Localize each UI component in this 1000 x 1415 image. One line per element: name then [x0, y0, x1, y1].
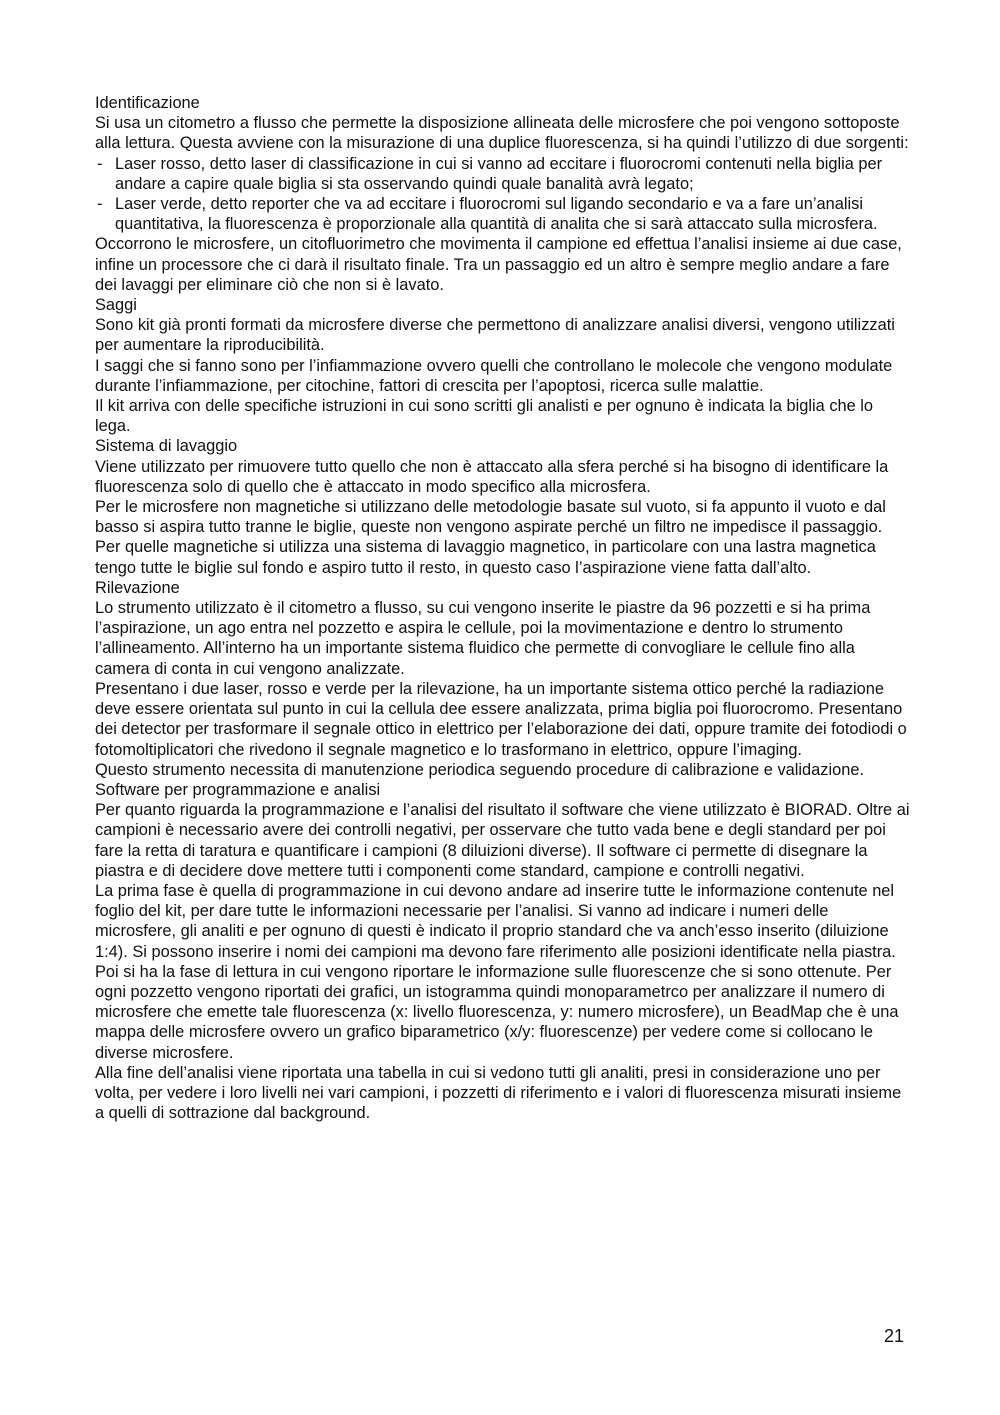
paragraph: Occorrono le microsfere, un citofluorimetro che movimenta il campione ed effettua l’analisi insieme ai due case, infine un processore che ci darà il risultato finale. Tra un passaggio ed un altro è sempre meglio andare a fare dei lavaggi per eliminare ciò che non si è lavato.: [95, 235, 902, 294]
page-number: 21: [883, 1326, 904, 1346]
paragraph: Per le microsfere non magnetiche si utilizzano delle metodologie basate sul vuoto, si fa appunto il vuoto e dal basso si aspira tutto tranne le biglie, queste non vengono aspirate perché un filtro ne impedisce il passaggio. Per quelle magnetiche si utilizza una sistema di lavaggio magnetico, in particolare con una lastra magnetica tengo tutte le biglie sul fondo e aspiro tutto il resto, in questo caso l’aspirazione viene fatta dall’alto.: [95, 498, 886, 577]
paragraph: Sono kit già pronti formati da microsfere diverse che permettono di analizzare analisi diversi, vengono utilizzati per aumentare la riproducibilità.: [95, 316, 895, 355]
bullet-item-laser-rosso: - Laser rosso, detto laser di classificazione in cui si vanno ad eccitare i fluorocromi contenuti nella biglia per andare a capire quale biglia si sta osservando quindi quale banalità avrà legato;: [95, 154, 910, 194]
section-heading-rilevazione: Rilevazione: [95, 578, 180, 597]
section-heading-lavaggio: Sistema di lavaggio: [95, 437, 238, 456]
paragraph: Presentano i due laser, rosso e verde per la rilevazione, ha un importante sistema ottico perché la radiazione deve essere orientata sul punto in cui la cellula dee essere analizzata, prima biglia poi fluorocromo. Presentano dei detector per trasformare il segnale ottico in elettrico per l’elaborazione dei dati, oppure tramite dei fotodiodi o fotomoltiplicatori che rivedono il segnale magnetico e lo trasformano in elettrico, oppure l’imaging.: [95, 679, 907, 759]
paragraph: Alla fine dell’analisi viene riportata una tabella in cui si vedono tutti gli analiti, presi in considerazione uno per volta, per vedere i loro livelli nei vari campioni, i pozzetti di riferimento e i valori di fluorescenza misurati insieme a quelli di sottrazione dal background.: [95, 1063, 902, 1123]
paragraph: Questo strumento necessita di manutenzione periodica seguendo procedure di calibrazione e validazione.: [95, 760, 865, 779]
paragraph: I saggi che si fanno sono per l’infiammazione ovvero quelli che controllano le molecole che vengono modulate durante l’infiammazione, per citochine, fattori di crescita per l’apoptosi, ricerca sulle malattie.: [95, 356, 893, 395]
section-heading-identificazione: Identificazione: [95, 94, 200, 112]
paragraph: Si usa un citometro a flusso che permette la disposizione allineata delle microsfere che poi vengono sottoposte alla lettura. Questa avviene con la misurazione di una duplice fluorescenza, si ha quindi l’utilizzo di due sorgenti:: [95, 114, 909, 153]
paragraph: Lo strumento utilizzato è il citometro a flusso, su cui vengono inserite le piastre da 96 pozzetti e si ha prima l’aspirazione, un ago entra nel pozzetto e aspira le cellule, poi la movimentazione e dentro lo strumento l’allineamento. All’interno ha un importante sistema fluidico che permette di convogliare le cellule fino alla camera di conta in cui vengono analizzate.: [95, 599, 871, 678]
page-content: [95, 93, 910, 1123]
section-heading-saggi: Saggi: [95, 296, 137, 315]
paragraph: Per quanto riguarda la programmazione e l’analisi del risultato il software che viene utilizzato è BIORAD. Oltre ai campioni è necessario avere dei controlli negativi, per osservare che tutto vada bene e degli standard per poi fare la retta di taratura e quantificare i campioni (8 diluizioni diverse). Il software ci permette di disegnare la piastra e di decidere dove mettere tutti i componenti come standard, campione e controlli negativi.: [95, 801, 910, 880]
bullet-item-laser-verde: - Laser verde, detto reporter che va ad eccitare i fluorocromi sul ligando secondario e va a fare un’analisi quantitativa, la fluorescenza è proporzionale alla quantità di analita che si sarà attaccato sulla microsfera.: [95, 194, 910, 234]
paragraph: Viene utilizzato per rimuovere tutto quello che non è attaccato alla sfera perché si ha bisogno di identificare la fluorescenza solo di quello che è attaccato in modo specifico alla microsfera.: [95, 457, 889, 496]
paragraph: Il kit arriva con delle specifiche istruzioni in cui sono scritti gli analisti e per ognuno è indicata la biglia che lo lega.: [95, 397, 874, 436]
paragraph: La prima fase è quella di programmazione in cui devono andare ad inserire tutte le informazione contenute nel foglio del kit, per dare tutte le informazioni necessarie per l’analisi. Si vanno ad indicare i numeri delle microsfere, gli analiti e per ognuno di questi è indicato il proprio standard che va anch’esso inserito (diluizione 1:4). Si possono inserire i nomi dei campioni ma devono fare riferimento alle posizioni identificate nella piastra. Poi si ha la fase di lettura in cui vengono riportare le informazione sulle fluorescenze che si sono ottenute. Per ogni pozzetto vengono riportati dei grafici, un istogramma quindi monoparametrco per analizzare il numero di microsfere che emette tale fluorescenza (x: livello fluorescenza, y: numero microsfere), un BeadMap che è una mappa delle microsfere ovvero un grafico biparametrico (x/y: fluorescenze) per vedere come si collocano le diverse microsfere.: [95, 881, 899, 1062]
bullet-list: [95, 154, 910, 235]
section-heading-software: Software per programmazione e analisi: [95, 780, 381, 799]
